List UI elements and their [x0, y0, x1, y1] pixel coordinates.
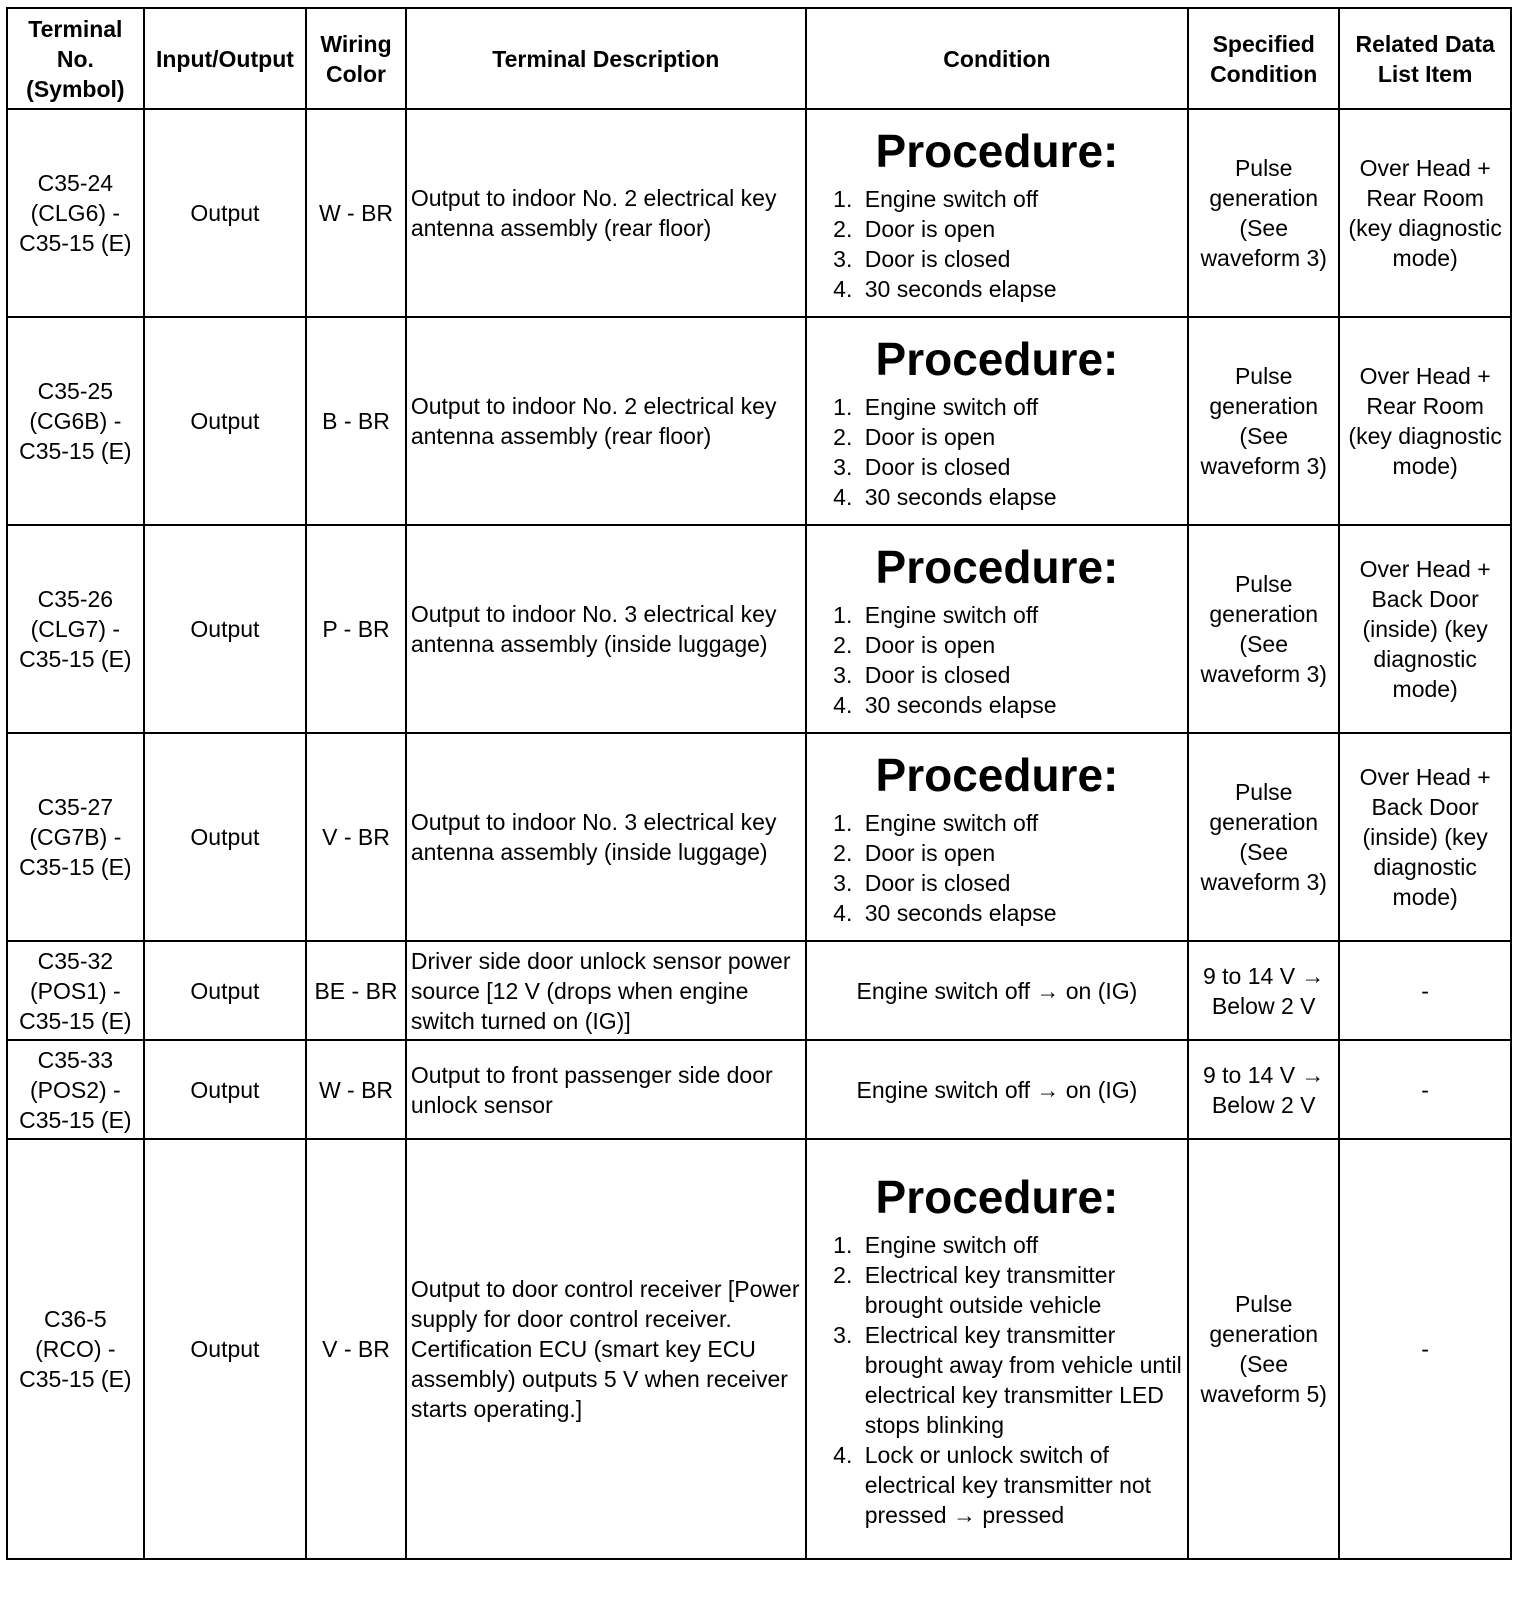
procedure-steps	[811, 808, 1183, 928]
desc-cell: Driver side door unlock sensor power source [12 V (drops when engine switch turned on (IG)]	[406, 941, 806, 1040]
procedure-step: 3. Door is closed	[859, 660, 1183, 690]
procedure-step: 2. Electrical key transmitter brought outside vehicle	[859, 1260, 1183, 1320]
procedure-step: 4. 30 seconds elapse	[859, 690, 1183, 720]
color-cell: V - BR	[306, 1139, 406, 1559]
procedure-step: 4. Lock or unlock switch of electrical key transmitter not pressed → pressed	[859, 1440, 1183, 1530]
condition-cell	[806, 733, 1188, 941]
color-cell: B - BR	[306, 317, 406, 525]
header-color: Wiring Color	[306, 8, 406, 109]
io-cell: Output	[144, 1040, 306, 1139]
procedure-steps	[811, 1230, 1183, 1530]
header-data: Related Data List Item	[1339, 8, 1511, 109]
procedure-title: Procedure:	[875, 1171, 1119, 1223]
procedure-step: 2. Door is open	[859, 838, 1183, 868]
spec-cell: 9 to 14 V → Below 2 V	[1188, 1040, 1339, 1139]
procedure-step: 1. Engine switch off	[859, 1230, 1183, 1260]
condition-cell	[806, 317, 1188, 525]
terminal-cell: C35-26 (CLG7) - C35-15 (E)	[7, 525, 144, 733]
color-cell: P - BR	[306, 525, 406, 733]
table-row	[7, 317, 1511, 525]
spec-cell: Pulse generation (See waveform 3)	[1188, 317, 1339, 525]
color-cell: BE - BR	[306, 941, 406, 1040]
spec-cell: Pulse generation (See waveform 5)	[1188, 1139, 1339, 1559]
header-spec: Specified Condition	[1188, 8, 1339, 109]
condition-cell: Engine switch off → on (IG)	[806, 941, 1188, 1040]
terminal-cell: C36-5 (RCO) - C35-15 (E)	[7, 1139, 144, 1559]
procedure-title: Procedure:	[875, 749, 1119, 801]
procedure-step: 4. 30 seconds elapse	[859, 482, 1183, 512]
io-cell: Output	[144, 317, 306, 525]
procedure-step: 1. Engine switch off	[859, 392, 1183, 422]
procedure-step: 4. 30 seconds elapse	[859, 274, 1183, 304]
color-cell: V - BR	[306, 733, 406, 941]
procedure-step: 3. Door is closed	[859, 244, 1183, 274]
procedure-step: 1. Engine switch off	[859, 184, 1183, 214]
procedure-step: 2. Door is open	[859, 630, 1183, 660]
procedure-title: Procedure:	[875, 125, 1119, 177]
data-list-cell: Over Head + Rear Room (key diagnostic mode)	[1339, 109, 1511, 317]
terminal-cell: C35-27 (CG7B) - C35-15 (E)	[7, 733, 144, 941]
table-row	[7, 525, 1511, 733]
terminal-cell: C35-32 (POS1) - C35-15 (E)	[7, 941, 144, 1040]
spec-cell: Pulse generation (See waveform 3)	[1188, 733, 1339, 941]
procedure-step: 3. Door is closed	[859, 868, 1183, 898]
table-row	[7, 733, 1511, 941]
terminal-cell: C35-24 (CLG6) - C35-15 (E)	[7, 109, 144, 317]
header-terminal: Terminal No. (Symbol)	[7, 8, 144, 109]
condition-cell: Engine switch off → on (IG)	[806, 1040, 1188, 1139]
io-cell: Output	[144, 733, 306, 941]
desc-cell: Output to door control receiver [Power supply for door control receiver. Certification ECU (smart key ECU assembly) outputs 5 V when receiver starts operating.]	[406, 1139, 806, 1559]
desc-cell: Output to indoor No. 2 electrical key antenna assembly (rear floor)	[406, 317, 806, 525]
data-list-cell: Over Head + Back Door (inside) (key diagnostic mode)	[1339, 525, 1511, 733]
terminal-cell: C35-25 (CG6B) - C35-15 (E)	[7, 317, 144, 525]
desc-cell: Output to indoor No. 3 electrical key antenna assembly (inside luggage)	[406, 733, 806, 941]
header-row	[7, 8, 1511, 109]
procedure-step: 4. 30 seconds elapse	[859, 898, 1183, 928]
spec-cell: Pulse generation (See waveform 3)	[1188, 109, 1339, 317]
table-row	[7, 941, 1511, 1040]
procedure-steps	[811, 184, 1183, 304]
io-cell: Output	[144, 109, 306, 317]
io-cell: Output	[144, 941, 306, 1040]
desc-cell: Output to indoor No. 2 electrical key antenna assembly (rear floor)	[406, 109, 806, 317]
table-row	[7, 1040, 1511, 1139]
procedure-step: 2. Door is open	[859, 214, 1183, 244]
data-list-cell: Over Head + Rear Room (key diagnostic mode)	[1339, 317, 1511, 525]
spec-cell: Pulse generation (See waveform 3)	[1188, 525, 1339, 733]
terminal-table	[6, 7, 1512, 1560]
procedure-step: 3. Electrical key transmitter brought away from vehicle until electrical key transmitter LED stops blinking	[859, 1320, 1183, 1440]
procedure-steps	[811, 392, 1183, 512]
data-list-cell: -	[1339, 1040, 1511, 1139]
procedure-step: 2. Door is open	[859, 422, 1183, 452]
spec-cell: 9 to 14 V → Below 2 V	[1188, 941, 1339, 1040]
table-row	[7, 1139, 1511, 1559]
color-cell: W - BR	[306, 1040, 406, 1139]
header-io: Input/Output	[144, 8, 306, 109]
desc-cell: Output to indoor No. 3 electrical key antenna assembly (inside luggage)	[406, 525, 806, 733]
table-row	[7, 109, 1511, 317]
color-cell: W - BR	[306, 109, 406, 317]
desc-cell: Output to front passenger side door unlock sensor	[406, 1040, 806, 1139]
io-cell: Output	[144, 1139, 306, 1559]
io-cell: Output	[144, 525, 306, 733]
data-list-cell: Over Head + Back Door (inside) (key diagnostic mode)	[1339, 733, 1511, 941]
procedure-step: 1. Engine switch off	[859, 808, 1183, 838]
procedure-title: Procedure:	[875, 333, 1119, 385]
header-desc: Terminal Description	[406, 8, 806, 109]
terminal-cell: C35-33 (POS2) - C35-15 (E)	[7, 1040, 144, 1139]
procedure-step: 3. Door is closed	[859, 452, 1183, 482]
condition-cell	[806, 525, 1188, 733]
data-list-cell: -	[1339, 1139, 1511, 1559]
condition-cell	[806, 109, 1188, 317]
data-list-cell: -	[1339, 941, 1511, 1040]
condition-cell	[806, 1139, 1188, 1559]
procedure-step: 1. Engine switch off	[859, 600, 1183, 630]
procedure-title: Procedure:	[875, 541, 1119, 593]
header-cond: Condition	[806, 8, 1188, 109]
procedure-steps	[811, 600, 1183, 720]
